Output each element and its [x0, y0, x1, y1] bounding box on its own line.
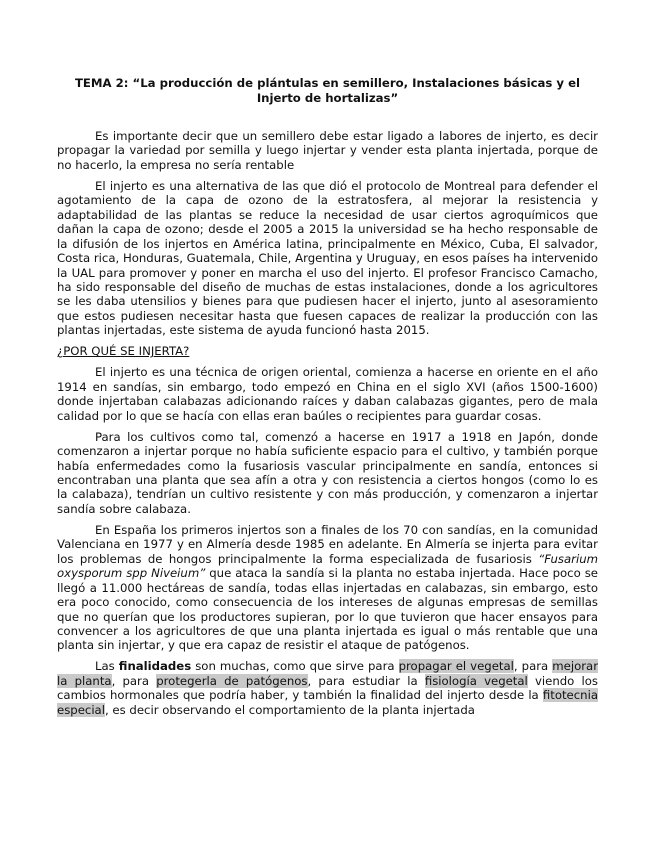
- paragraph-espana-text-1: En España los primeros injertos son a finales de los 70 con sandías, en la comunidad Valenciana en 1977 y en Almería desde 1985 en adelante. En Almería se injerta para evitar los problemas de hongos principalmente la forma especializada de fusariosis: [57, 522, 598, 566]
- paragraph-semillero: Es importante decir que un semillero debe estar ligado a labores de injerto, es decir propagar la variedad por semilla y luego injertar y vender esta planta injertada, porque de no hacerlo, la empresa no sería rentable: [57, 129, 598, 172]
- document-page: [57, 0, 598, 848]
- text-run: , para: [513, 659, 553, 674]
- highlight-fitotecnia: fitotecnia especial: [57, 688, 598, 717]
- highlight-proteger: protegerla de patógenos: [156, 673, 308, 688]
- keyword-finalidades: finalidades: [118, 659, 192, 674]
- document-title: TEMA 2: “La producción de plántulas en semillero, Instalaciones básicas y el Injerto de hortalizas”: [74, 76, 581, 105]
- text-run: viendo los cambios hormonales que podría haber, y también la finalidad del injerto desde la: [57, 673, 598, 703]
- highlight-propagar: propagar el vegetal: [398, 659, 514, 674]
- species-name: “Fusarium oxysporum spp Niveium”: [57, 551, 598, 581]
- paragraph-finalidades: [57, 659, 598, 717]
- text-run: Las: [95, 659, 119, 674]
- paragraph-espana: [57, 523, 598, 653]
- paragraph-japon: Para los cultivos como tal, comenzó a hacerse en 1917 a 1918 en Japón, donde comenzaron a injertar porque no había suficiente espacio para el cultivo, y también porque había enfermedades como la fusariosis vascular principalmente en sandía, entonces si encontraban una planta que sea afín a otra y con resistencia a ciertos hongos (como lo es la calabaza), tendrían un cultivo resistente y con más producción, y comenzaron a injertar sandía sobre calabaza.: [57, 429, 598, 516]
- text-run: , para estudiar la: [307, 673, 425, 688]
- paragraph-espana-text-2: que ataca la sandía si la planta no estaba injertada. Hace poco se llegó a 11.000 hectáreas de sandía, todas ellas injertadas en calabazas, sin embargo, esto era poco conocido, como consecuencia de los intereses de algunas empresas de semillas que no querían que los productores supieran, por lo que tuvieron que hacer ensayos para convencer a los agricultores de que una planta injertada es igual o más rentable que una planta sin injertar, y que era capaz de resistir el ataque de patógenos.: [57, 566, 598, 653]
- paragraph-protocolo-montreal: El injerto es una alternativa de las que dió el protocolo de Montreal para defender el agotamiento de la capa de ozono de la estratosfera, al mejorar la resistencia y adaptabilidad de las plantas se reduce la necesidad de usar ciertos agroquímicos que dañan la capa de ozono; desde el 2005 a 2015 la universidad se ha hecho responsable de la difusión de los injertos en América latina, principalmente en México, Cuba, El salvador, Costa rica, Honduras, Guatemala, Chile, Argentina y Uruguay, en esos países ha intervenido la UAL para promover y poner en marcha el uso del injerto. El profesor Francisco Camacho, ha sido responsable del diseño de muchas de estas instalaciones, donde a los agricultores se les daba utensilios y bienes para que pudiesen hacer el injerto, junto al asesoramiento que estos pudiesen necesitar hasta que fuesen capaces de realizar la producción con las plantas injertadas, este sistema de ayuda funcionó hasta 2015.: [57, 178, 598, 338]
- highlight-mejorar: mejorar la planta: [57, 659, 598, 688]
- highlight-fisiologia: fisiología vegetal: [424, 673, 528, 688]
- text-run: son muchas, como que sirve para: [191, 659, 399, 674]
- text-run: , es decir observando el comportamiento de la planta injertada: [104, 702, 475, 717]
- paragraph-origen-oriental: El injerto es una técnica de origen oriental, comienza a hacerse en oriente en el año 1914 en sandías, sin embargo, todo empezó en China en el siglo XVI (años 1500-1600) donde injertaban calabazas adicionando raíces y daban calabazas gigantes, pero de mala calidad por lo que se hacía con ellas eran baúles o recipientes para guardar cosas.: [57, 365, 598, 423]
- text-run: , para: [111, 673, 157, 688]
- section-heading-por-que-se-injerta: ¿POR QUÉ SE INJERTA?: [57, 344, 190, 359]
